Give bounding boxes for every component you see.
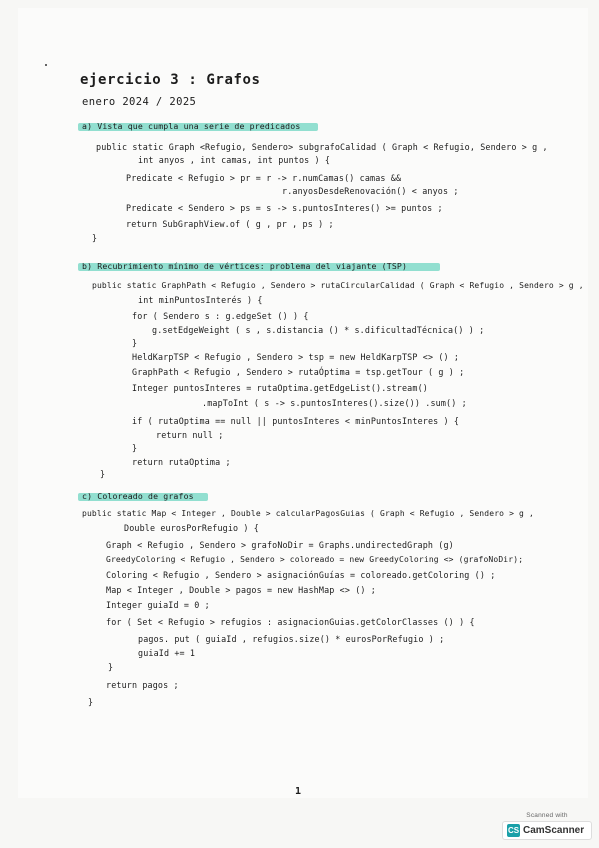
code-line: return rutaOptima ; (132, 457, 231, 467)
code-line: g.setEdgeWeight ( s , s.distancia () * s.dificultadTécnica() ) ; (152, 325, 485, 335)
camscanner-brand: CamScanner (523, 825, 585, 836)
camscanner-watermark (502, 812, 592, 842)
code-line: Coloring < Refugio , Sendero > asignaciónGuías = coloreado.getColoring () ; (106, 570, 496, 580)
code-line: if ( rutaOptima == null || puntosInteres < minPuntosInteres ) { (132, 416, 460, 426)
code-line: Integer puntosInteres = rutaOptima.getEdgeList().stream() (132, 383, 428, 393)
section-a-heading: a) Vista que cumpla una serie de predicados (82, 121, 301, 131)
code-line: Double eurosPorRefugio ) { (124, 523, 259, 533)
code-line: Graph < Refugio , Sendero > grafoNoDir = Graphs.undirectedGraph (g) (106, 540, 454, 550)
section-c-heading: c) Coloreado de grafos (82, 491, 194, 501)
page-number: 1 (295, 786, 302, 797)
code-line: guiaId += 1 (138, 648, 196, 658)
code-line: int anyos , int camas, int puntos ) { (138, 155, 331, 165)
code-line: HeldKarpTSP < Refugio , Sendero > tsp = new HeldKarpTSP <> () ; (132, 352, 460, 362)
code-line: public static GraphPath < Refugio , Sendero > rutaCircularCalidad ( Graph < Refugio , Sendero > g , (92, 281, 584, 290)
code-line: r.anyosDesdeRenovación() < anyos ; (282, 186, 459, 196)
ink-dot (45, 64, 47, 66)
code-line: public static Map < Integer , Double > calcularPagosGuias ( Graph < Refugio , Sendero > g , (82, 509, 534, 518)
code-line: } (132, 443, 138, 453)
code-line: return SubGraphView.of ( g , pr , ps ) ; (126, 219, 334, 229)
scanned-with-label: Scanned with (526, 812, 568, 819)
code-line: GraphPath < Refugio , Sendero > rutaÓptima = tsp.getTour ( g ) ; (132, 367, 465, 377)
section-b-heading: b) Recubrimiento mínimo de vértices: problema del viajante (TSP) (82, 261, 408, 271)
code-line: GreedyColoring < Refugio , Sendero > coloreado = new GreedyColoring <> (grafoNoDir); (106, 555, 524, 564)
code-line: Integer guiaId = 0 ; (106, 600, 210, 610)
code-line: int minPuntosInterés ) { (138, 295, 263, 305)
code-line: } (100, 469, 106, 479)
code-line: } (108, 662, 114, 672)
code-line: return null ; (156, 430, 224, 440)
camscanner-logo-icon: CS (507, 826, 520, 835)
code-line: } (92, 233, 98, 243)
code-line: return pagos ; (106, 680, 179, 690)
code-line: } (132, 338, 138, 348)
code-line: Predicate < Sendero > ps = s -> s.puntosInteres() >= puntos ; (126, 203, 443, 213)
code-line: Predicate < Refugio > pr = r -> r.numCamas() camas && (126, 173, 402, 183)
code-line: pagos. put ( guiaId , refugios.size() * eurosPorRefugio ) ; (138, 634, 445, 644)
code-line: for ( Set < Refugio > refugios : asignacionGuias.getColorClasses () ) { (106, 617, 475, 627)
document-date: enero 2024 / 2025 (82, 96, 197, 108)
code-line: } (88, 697, 94, 707)
camscanner-badge (502, 821, 592, 840)
code-line: for ( Sendero s : g.edgeSet () ) { (132, 311, 309, 321)
code-line: public static Graph <Refugio, Sendero> subgrafoCalidad ( Graph < Refugio, Sendero > g , (96, 142, 548, 152)
document-title: ejercicio 3 : Grafos (80, 72, 261, 88)
code-line: .mapToInt ( s -> s.puntosInteres().size()) .sum() ; (202, 398, 467, 408)
code-line: Map < Integer , Double > pagos = new HashMap <> () ; (106, 585, 376, 595)
